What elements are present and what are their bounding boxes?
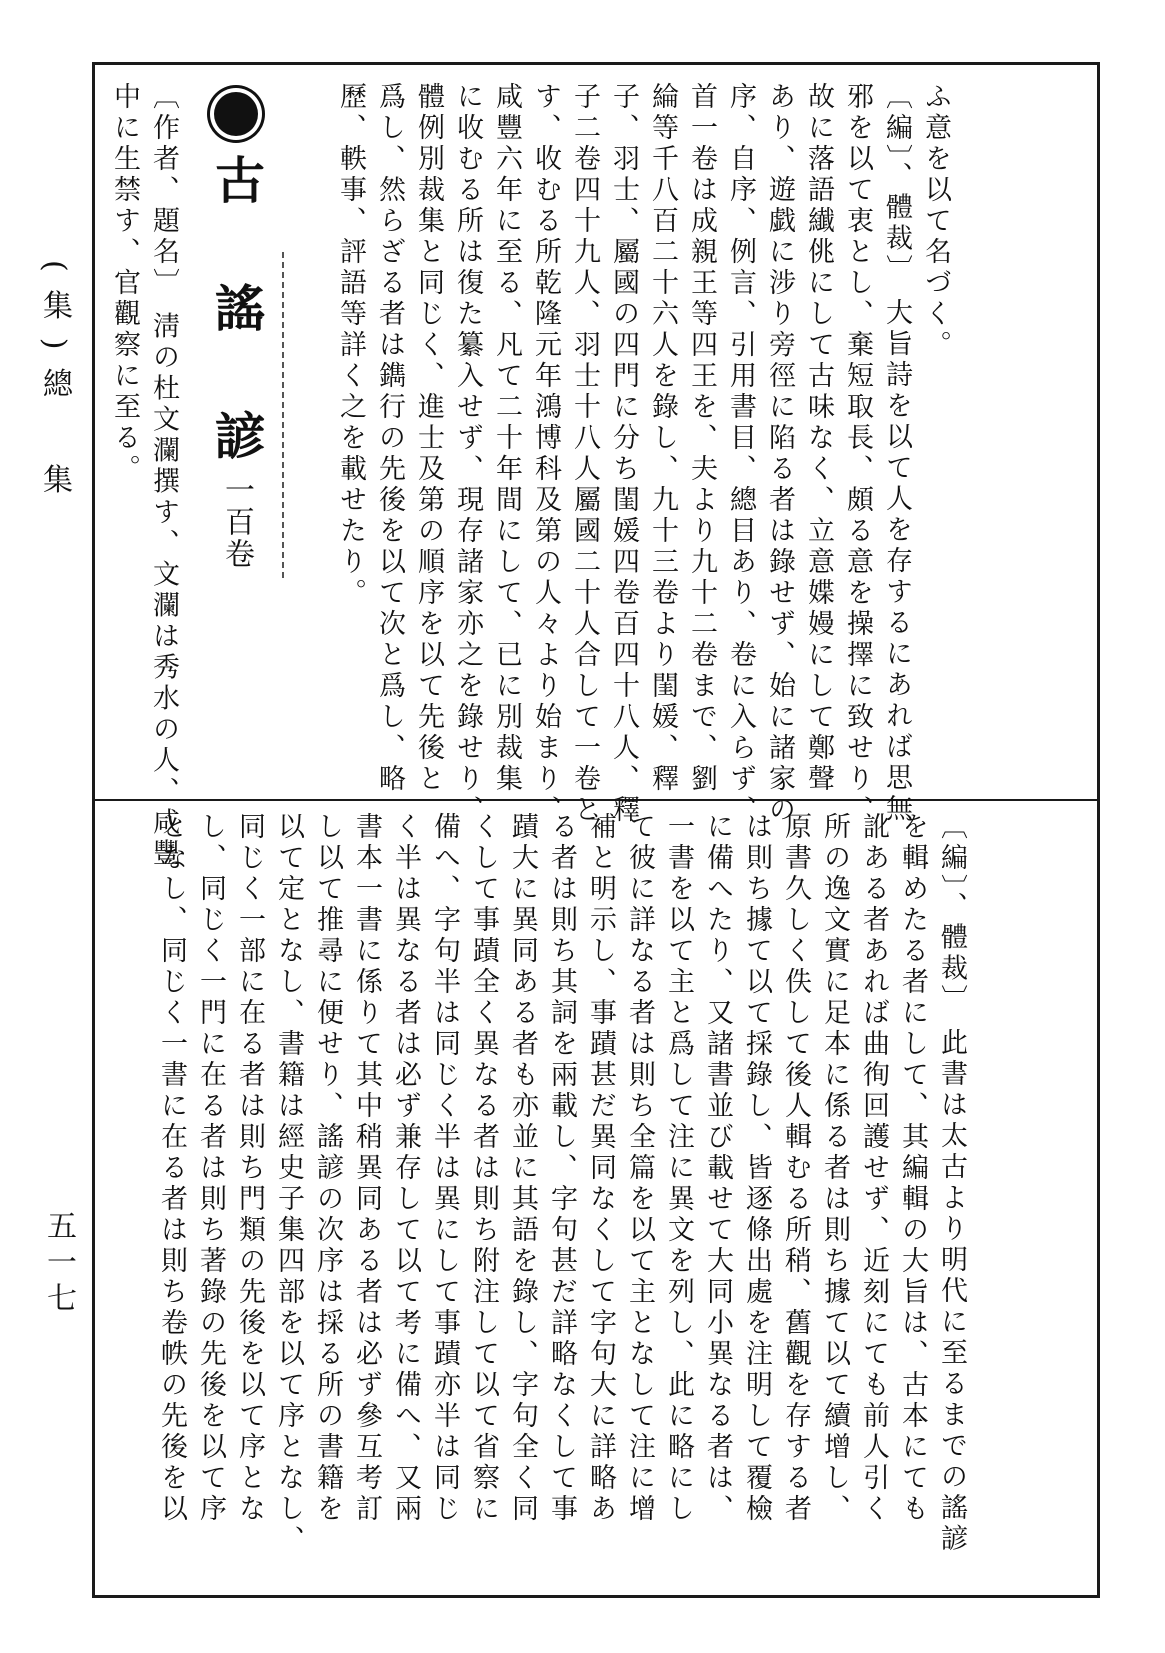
- running-header: [32, 260, 76, 511]
- upper-column: 子、羽士、屬國の四門に分ち閨媛四卷百四十八人、釋: [608, 82, 639, 826]
- entry-volumes: 一百卷: [219, 474, 254, 570]
- upper-column: 咸豐六年に至る、凡て二十年間にして、已に別裁集: [491, 82, 522, 795]
- upper-column: 邪を以て衷とし、棄短取長、頗る意を操擇に致せり、: [842, 82, 873, 826]
- lower-column: に備へたり、又諸書並び載せて大同小異なる者は、: [702, 812, 733, 1525]
- entry-heading: [200, 92, 272, 570]
- entry-separator: [282, 252, 284, 578]
- upper-column: す、收むる所乾隆元年鴻博科及第の人々より始まり、: [530, 82, 561, 826]
- entry-title: 古 謠 諺: [207, 154, 266, 474]
- lower-column: 訛ある者あれば曲徇回護せず、近刻にても前人引く: [858, 812, 889, 1525]
- lower-column: く半は異なる者は必ず兼存して以て考に備へ、又兩: [390, 812, 421, 1525]
- author-column: 〔作者、題名〕 淸の杜文瀾撰す、文瀾は秀水の人、咸豐: [148, 82, 179, 870]
- lower-column: 〔編〕、體裁〕 此書は太古より明代に至るまでの謠諺: [936, 812, 967, 1556]
- lower-column: し、同じく一門に在る者は則ち著錄の先後を以て序: [195, 812, 226, 1525]
- lower-column: し以て推尋に便せり、謠諺の次序は採る所の書籍を: [312, 812, 343, 1525]
- category-label: 總 集: [37, 367, 72, 512]
- upper-column: 子二卷四十九人、羽士十八人屬國二十人合して一卷と: [569, 82, 600, 826]
- lower-column: て彼に詳なる者は則ち全篇を以て主となして注に增: [624, 812, 655, 1525]
- upper-column: ふ意を以て名づく。: [920, 82, 951, 361]
- lower-column: 原書久しく佚して後人輯むる所稍、舊觀を存する者: [780, 812, 811, 1525]
- lower-column: 備へ、字句半は同じく半は異にして事蹟亦半は同じ: [429, 812, 460, 1525]
- upper-column: 體例別裁集と同じく、進士及第の順序を以て先後と: [413, 82, 444, 795]
- lower-column: る者は則ち其詞を兩載し、字句甚だ詳略なくして事: [546, 812, 577, 1525]
- bullet-icon: [214, 92, 258, 136]
- lower-column: 一書を以て主と爲して注に異文を列し、此に略にし: [663, 812, 694, 1525]
- section-label: (集): [37, 260, 72, 368]
- lower-column: 以て定となし、書籍は經史子集四部を以て序となし、: [273, 812, 304, 1556]
- upper-column: 爲し、然らざる者は鐫行の先後を以て次と爲し、略: [374, 82, 405, 795]
- lower-column: 所の逸文實に足本に係る者は則ち據て以て續增し、: [819, 812, 850, 1525]
- page-number: 五一七: [41, 1210, 76, 1318]
- upper-column: 歷、軼事、評語等詳く之を載せたり。: [335, 82, 366, 609]
- lower-column: 蹟大に異同ある者も亦並に其語を錄し、字句全く同: [507, 812, 538, 1525]
- lower-column: くして事蹟全く異なる者は則ち附注して以て省察に: [468, 812, 499, 1525]
- lower-column: を輯めたる者にして、其編輯の大旨は、古本にても: [897, 812, 928, 1525]
- upper-column: あり、遊戯に涉り旁徑に陷る者は錄せず、始に諸家の: [764, 82, 795, 826]
- upper-column: 故に落語纎佻にして古味なく、立意媟嫚にして鄭聲: [803, 82, 834, 795]
- lower-column: 書本一書に係りて其中稍異同ある者は必ず參互考訂: [351, 812, 382, 1525]
- upper-column: 首一卷は成親王等四王を、夫より九十二卷まで、劉: [686, 82, 717, 795]
- lower-column: は則ち據て以て採錄し、皆逐條出處を注明して覆檢: [741, 812, 772, 1525]
- lower-column: となし、同じく一書に在る者は則ち卷帙の先後を以: [156, 812, 187, 1525]
- author-column: 中に生禁す、官觀察に至る。: [109, 82, 140, 485]
- upper-column: に收むる所は復た纂入せず、現存諸家亦之を錄せり、: [452, 82, 483, 826]
- lower-column: 補と明示し、事蹟甚だ異同なくして字句大に詳略あ: [585, 812, 616, 1525]
- lower-column: 同じく一部に在る者は則ち門類の先後を以て序とな: [234, 812, 265, 1525]
- upper-column: 綸等千八百二十六人を錄し、九十三卷より閨媛、釋: [647, 82, 678, 795]
- upper-column: 〔編〕、體裁〕 大旨詩を以て人を存するにあれば思無: [881, 82, 912, 826]
- upper-column: 序、自序、例言、引用書目、總目あり、卷に入らず、: [725, 82, 756, 826]
